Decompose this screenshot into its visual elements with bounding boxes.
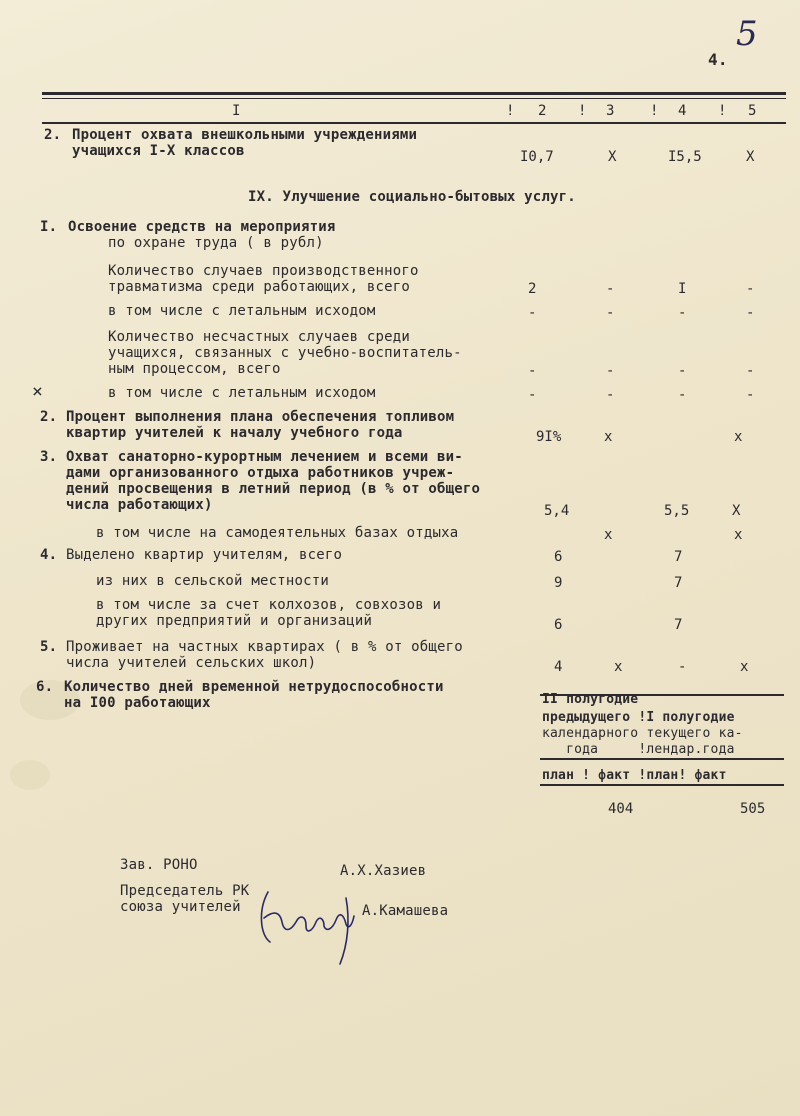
subtable-header: года !лендар.года [542,742,735,757]
row-label: в том числе на самодеятельных базах отдыха [96,525,459,541]
row-label: по охране труда ( в рубл) [108,235,324,251]
signatory-name: А.Х.Хазиев [340,863,427,879]
signatory-title: Зав. РОНО [120,857,198,873]
row-label: Освоение средств на мероприятия [68,219,336,235]
row-number: 6. [36,679,54,695]
cell-value: - [528,387,537,403]
row-label: Выделено квартир учителям, всего [66,547,343,563]
cell-value: - [678,363,687,379]
subtable-mid-rule [540,758,784,760]
cell-value: - [678,659,687,675]
row-label: учащихся, связанных с учебно-воспитатель- [108,345,462,361]
subtable-bottom-rule [540,784,784,786]
row-label: Охват санаторно-курортным лечением и всеми ви- [66,449,463,465]
row-label: травматизма среди работающих, всего [108,279,411,295]
cell-value: х [604,429,613,445]
handwritten-signature [250,880,370,970]
row-number: 4. [40,547,58,563]
cell-value: - [746,387,755,403]
cell-value: - [678,387,687,403]
cell-value: х [614,659,623,675]
row-label: ным процессом, всего [108,361,281,377]
col-sep: ! [578,103,587,119]
row-label: из них в сельской местности [96,573,329,589]
col-sep: ! [718,103,727,119]
row-label: учащихся I-X классов [72,143,245,159]
subtable-value: 505 [740,801,766,817]
cell-value: 4 [554,659,563,675]
row-label: Количество дней временной нетрудоспособности [64,679,444,695]
cell-value: - [606,281,615,297]
section-title: IX. Улучшение социально-бытовых услуг. [248,189,576,205]
cell-value: х [734,527,743,543]
cell-value: - [606,363,615,379]
page-number: 4. [708,50,728,69]
col-header-3: 3 [606,103,615,119]
cell-value: I5,5 [668,149,702,165]
signatory-title: союза учителей [120,899,241,915]
margin-mark: × [32,381,44,402]
cell-value: I [678,281,687,297]
cell-value: - [606,387,615,403]
cell-value: - [746,305,755,321]
row-label: Количество случаев производственного [108,263,419,279]
cell-value: 7 [674,549,683,565]
page-number-handwritten: 5 [736,14,758,54]
cell-value: 5,5 [664,503,690,519]
row-label: других предприятий и организаций [96,613,373,629]
subtable-value: 404 [608,801,634,817]
col-header-4: 4 [678,103,687,119]
cell-value: х [734,429,743,445]
row-label: Процент выполнения плана обеспечения топливом [66,409,455,425]
row-label: Проживает на частных квартирах ( в % от общего [66,639,463,655]
cell-value: - [678,305,687,321]
col-sep: ! [650,103,659,119]
subtable-header: предыдущего !I полугодие [542,710,735,725]
row-number: 2. [44,127,62,143]
cell-value: 7 [674,575,683,591]
row-label: числа работающих) [66,497,213,513]
cell-value: Х [746,149,755,165]
row-label: в том числе за счет колхозов, совхозов и [96,597,442,613]
table-top-rule [42,92,786,95]
row-label: в том числе с летальным исходом [108,385,376,401]
signatory-title: Председатель РК [120,883,250,899]
cell-value: х [604,527,613,543]
row-label: числа учителей сельских школ) [66,655,317,671]
cell-value: Х [608,149,617,165]
cell-value: I0,7 [520,149,554,165]
col-header-5: 5 [748,103,757,119]
row-label: квартир учителей к началу учебного года [66,425,403,441]
cell-value: 2 [528,281,537,297]
cell-value: х [740,659,749,675]
row-label: на I00 работающих [64,695,211,711]
row-label: дений просвещения в летний период (в % от общего [66,481,481,497]
cell-value: - [746,281,755,297]
subtable-header: II полугодие [542,692,639,707]
row-number: I. [40,219,58,235]
cell-value: Х [732,503,741,519]
cell-value: 9I% [536,429,562,445]
cell-value: - [528,363,537,379]
paper-stain [10,760,50,790]
table-top-rule-thin [42,98,786,99]
cell-value: 6 [554,617,563,633]
cell-value: - [746,363,755,379]
row-label: Количество несчастных случаев среди [108,329,411,345]
signatory-name: А.Камашева [362,903,449,919]
cell-value: 5,4 [544,503,570,519]
row-number: 2. [40,409,58,425]
col-sep: ! [506,103,515,119]
cell-value: - [606,305,615,321]
col-header-2: 2 [538,103,547,119]
row-label: Процент охвата внешкольными учреждениями [72,127,418,143]
subtable-header: календарного текущего ка- [542,726,743,741]
cell-value: - [528,305,537,321]
cell-value: 7 [674,617,683,633]
row-label: в том числе с летальным исходом [108,303,376,319]
cell-value: 6 [554,549,563,565]
row-number: 3. [40,449,58,465]
table-header-rule [42,122,786,124]
row-label: дами организованного отдыха работников учреж- [66,465,455,481]
subtable-columns: план ! факт !план! факт [542,768,727,783]
col-header-1: I [232,103,241,119]
cell-value: 9 [554,575,563,591]
row-number: 5. [40,639,58,655]
